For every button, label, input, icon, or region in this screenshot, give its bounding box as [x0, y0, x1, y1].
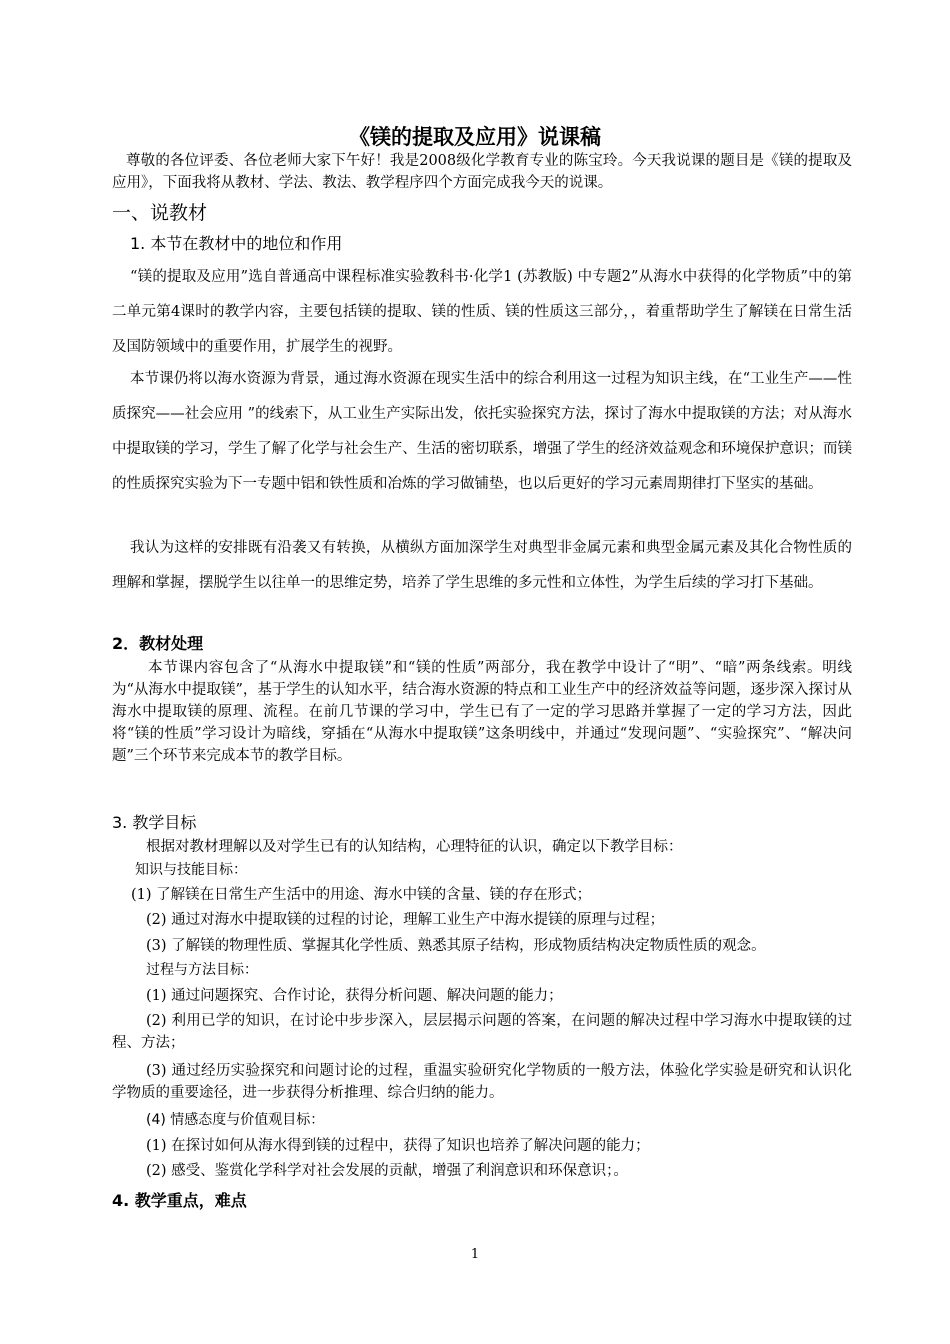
knowledge-item-2: (2) 通过对海水中提取镁的过程的讨论，理解工业生产中海水提镁的原理与过程；	[146, 912, 665, 928]
sub4-heading: 4. 教学重点，难点	[112, 1191, 247, 1210]
process-heading: 过程与方法目标：	[146, 962, 258, 978]
emotion-heading: (4) 情感态度与价值观目标：	[146, 1112, 325, 1128]
sub2-heading: 2．教材处理	[112, 634, 204, 653]
objectives-intro: 根据对教材理解以及对学生已有的认知结构，心理特征的认识，确定以下教学目标：	[146, 839, 683, 855]
section1-heading: 一、说教材	[112, 202, 208, 224]
sub1-heading: 1. 本节在教材中的地位和作用	[130, 234, 343, 253]
document-title: 《镁的提取及应用》说课稿	[349, 125, 601, 149]
emotion-item-1: (1) 在探讨如何从海水得到镁的过程中，获得了知识也培养了解决问题的能力；	[146, 1138, 650, 1154]
knowledge-item-1: (1) 了解镁在日常生产生活中的用途、海水中镁的含量、镁的存在形式；	[131, 887, 592, 903]
sub3-heading: 3. 教学目标	[112, 813, 197, 832]
page-number: 1	[470, 1247, 480, 1262]
process-item-2: (2) 利用已学的知识，在讨论中步步深入，层层揭示问题的答案，在问题的解决过程中学习海水中提取镁的过程、方法；	[112, 1013, 852, 1051]
sub1-paragraph-3: 我认为这样的安排既有沿袭又有转换，从横纵方面加深学生对典型非金属元素和典型金属元素及其化合物性质的理解和掌握，摆脱学生以往单一的思维定势，培养了学生思维的多元性和立体性，为学生后续的学习打下基础。	[112, 540, 852, 591]
sub1-paragraph-1: “镁的提取及应用”选自普通高中课程标准实验教科书·化学1 (苏教版) 中专题2”从海水中获得的化学物质”中的第二单元第4课时的教学内容，主要包括镁的提取、镁的性质、镁的性质这三部分，，着重帮助学生了解镁在日常生活及国防领域中的重要作用，扩展学生的视野。	[112, 269, 852, 355]
knowledge-item-3: (3) 了解镁的物理性质、掌握其化学性质、熟悉其原子结构，形成物质结构决定物质性质的观念。	[146, 938, 766, 954]
process-item-3: (3) 通过经历实验探究和问题讨论的过程，重温实验研究化学物质的一般方法，体验化学实验是研究和认识化学物质的重要途径，进一步获得分析推理、综合归纳的能力。	[112, 1063, 852, 1101]
knowledge-heading: 知识与技能目标：	[135, 862, 247, 878]
process-item-1: (1) 通过问题探究、合作讨论，获得分析问题、解决问题的能力；	[146, 988, 563, 1004]
emotion-item-2: (2) 感受、鉴赏化学科学对社会发展的贡献，增强了利润意识和环保意识；。	[146, 1163, 628, 1179]
sub1-paragraph-2: 本节课仍将以海水资源为背景，通过海水资源在现实生活中的综合利用这一过程为知识主线，在“工业生产——性质探究——社会应用 ”的线索下，从工业生产实际出发，依托实验探究方法，探讨了海水中提取镁的方法；对从海水中提取镁的学习，学生了解了化学与社会生产、生活的密切联系，增强了学生的经济效益观念和环境保护意识；而镁的性质探究实验为下一专题中铝和铁性质和冶炼的学习做铺垫，也以后更好的学习元素周期律打下坚实的基础。	[112, 371, 852, 492]
sub2-paragraph: 本节课内容包含了“从海水中提取镁”和“镁的性质”两部分，我在教学中设计了“明”、“暗”两条线索。明线为“从海水中提取镁”，基于学生的认知水平，结合海水资源的特点和工业生产中的经济效益等问题，逐步深入探讨从海水中提取镁的原理、流程。在前几节课的学习中，学生已有了一定的学习思路并掌握了一定的学习方法，因此将“镁的性质”学习设计为暗线，穿插在“从海水中提取镁”这条明线中，并通过“发现问题”、“实验探究”、“解决问题”三个环节来完成本节的教学目标。	[112, 660, 852, 764]
intro-paragraph: 尊敬的各位评委、各位老师大家下午好！我是2008级化学教育专业的陈宝玲。今天我说课的题目是《镁的提取及应用》，下面我将从教材、学法、教法、教学程序四个方面完成我今天的说课。	[112, 153, 852, 191]
